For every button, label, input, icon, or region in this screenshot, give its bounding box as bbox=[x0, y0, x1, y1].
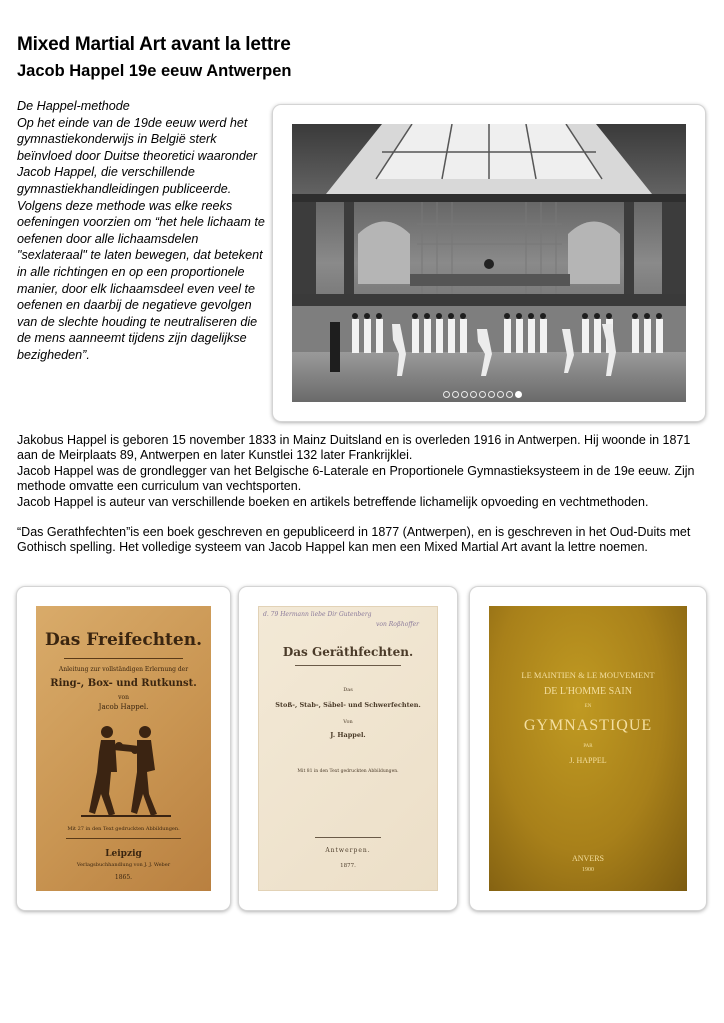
slide-dot[interactable] bbox=[488, 391, 495, 398]
cover-freifechten bbox=[36, 606, 211, 891]
slide-dot[interactable] bbox=[443, 391, 450, 398]
book2-by: Von bbox=[343, 719, 353, 725]
book2-inscription1: d. 79 Hermann liebe Dir Gutenberg bbox=[263, 611, 372, 618]
slide-dot[interactable] bbox=[497, 391, 504, 398]
book1-author: Jacob Happel. bbox=[98, 703, 149, 711]
book3-title: GYMNASTIQUE bbox=[523, 717, 653, 734]
bio-line-1: Jakobus Happel is geboren 15 november 1833 in Mainz Duitsland en is overleden 1916 in Antwerpen. Hij woonde in 1871 aan de Meirplaats 89, Antwerpen en later Kunstlei 132 later Frankrijklei. bbox=[17, 433, 691, 463]
book2-city: Antwerpen. bbox=[325, 847, 371, 854]
book3-year: 1900 bbox=[582, 867, 594, 873]
bio-paragraph-2: “Das Gerathfechten”is een boek geschreven en gepubliceerd in 1877 (Antwerpen), en is geschreven in het Oud-Duits met Gothisch spelling. Het volledige systeem van Jacob Happel kan men een Mixed Martial Art avant la lettre noemen. bbox=[17, 525, 691, 555]
page-title: Mixed Martial Art avant la lettre bbox=[17, 34, 291, 55]
slide-dot[interactable] bbox=[461, 391, 468, 398]
book1-by: von bbox=[118, 694, 129, 701]
book1-publisher: Verlagsbuchhandlung von J. J. Weber bbox=[76, 862, 171, 868]
slide-dot-active[interactable] bbox=[515, 391, 522, 398]
gymnasium-photo bbox=[292, 124, 686, 402]
book3-by: PAR bbox=[583, 744, 593, 749]
book3-city: ANVERS bbox=[571, 854, 604, 863]
book-cover-gymnastique[interactable] bbox=[470, 587, 706, 910]
slide-dot[interactable] bbox=[506, 391, 513, 398]
book2-inscription2: von Roßhoffer bbox=[375, 621, 419, 628]
book2-year: 1877. bbox=[340, 863, 356, 869]
gym-photo-slideshow[interactable] bbox=[273, 105, 705, 421]
book1-subtitle2: Ring-, Box- und Rutkunst. bbox=[50, 678, 197, 689]
book1-subtitle1: Anleitung zur vollständigen Erlernung der bbox=[58, 666, 189, 673]
slide-dot[interactable] bbox=[479, 391, 486, 398]
cover-gerathfechten bbox=[258, 606, 438, 891]
slide-dot[interactable] bbox=[452, 391, 459, 398]
book2-author: J. Happel. bbox=[330, 731, 366, 739]
intro-paragraph: Op het einde van de 19de eeuw werd het gymnastiekonderwijs in België sterk beïnvloed door Duitse theoretici waaronder Jacob Happel, die verschillende gymnastiekhandleidingen publiceerde. Volgens deze methode was elke reeks oefeningen voorzien om “het hele lichaam te oefenen door alle lichaamsdelen "sexlateraal" te laten bewegen, dat betekent in alle richtingen en op een proportionele manier, door elk lichaamsdeel even veel te oefenen en daarbij de negatieve gevolgen van de slechte houding te neutraliseren die de mens aanneemt tijdens zijn dagelijkse bezigheden”. bbox=[17, 115, 265, 362]
book2-subtitle: Stoß-, Stab-, Säbel- und Schwerfechten. bbox=[275, 701, 421, 709]
biography-text bbox=[17, 433, 709, 556]
book2-title: Das Geräthfechten. bbox=[282, 645, 414, 659]
book2-illus: Mit 81 in den Text gedruckten Abbildungen. bbox=[297, 769, 399, 774]
book2-und: Das bbox=[343, 687, 353, 693]
slideshow-dots bbox=[443, 391, 522, 398]
book3-author: J. HAPPEL bbox=[569, 756, 607, 765]
boxers-illustration bbox=[81, 722, 171, 818]
intro-text-block bbox=[17, 98, 269, 364]
intro-heading: De Happel-methode bbox=[17, 99, 130, 113]
book1-title: Das Freifechten. bbox=[44, 630, 203, 650]
book1-year: 1865. bbox=[114, 874, 133, 881]
book3-line1: LE MAINTIEN & LE MOUVEMENT bbox=[521, 670, 655, 680]
book-cover-gerathfechten[interactable] bbox=[239, 587, 457, 910]
gymnasium-illustration bbox=[292, 124, 686, 402]
book3-line3: EN bbox=[584, 704, 592, 709]
book1-illus: Mit 27 in den Text gedruckten Abbildungen. bbox=[67, 826, 180, 832]
bio-line-2: Jacob Happel was de grondlegger van het Belgische 6-Laterale en Proportionele Gymnastieksysteem in de 19e eeuw. Zijn methode omvatte een curriculum van vechtsporten. bbox=[17, 463, 695, 494]
book1-city: Leipzig bbox=[105, 849, 142, 859]
cover-gymnastique bbox=[489, 606, 687, 891]
book3-line2: DE L'HOMME SAIN bbox=[544, 686, 632, 697]
bio-line-3: Jacob Happel is auteur van verschillende boeken en artikels betreffende lichamelijk opvoeding en vechtmethoden. bbox=[17, 494, 649, 509]
page-subtitle: Jacob Happel 19e eeuw Antwerpen bbox=[17, 62, 292, 80]
slide-dot[interactable] bbox=[470, 391, 477, 398]
book-cover-freifechten[interactable] bbox=[17, 587, 230, 910]
